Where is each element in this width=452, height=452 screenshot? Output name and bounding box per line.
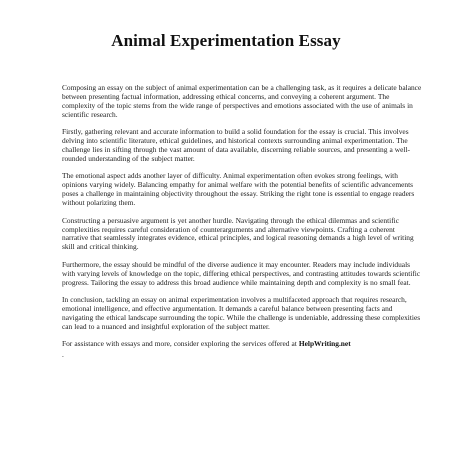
paragraph-closing bbox=[62, 340, 422, 349]
paragraph-intro: Composing an essay on the subject of animal experimentation can be a challenging task, as it requires a delicate balance between presenting factual information, addressing ethical concerns, and conveying a coherent argument. The complexity of the topic stems from the wide range of perspectives and emotions associated with the use of animals in scientific research. bbox=[62, 83, 422, 119]
paragraph-research: Firstly, gathering relevant and accurate information to build a solid foundation for the essay is crucial. This involves delving into scientific literature, ethical guidelines, and historical contexts surrounding animal experimentation. The challenge lies in sifting through the vast amount of data available, discerning reliable sources, and presenting a well-rounded understanding of the subject matter. bbox=[62, 127, 410, 163]
essay-body bbox=[62, 84, 422, 359]
trailing-dot: . bbox=[62, 349, 64, 359]
paragraph-conclusion: In conclusion, tackling an essay on animal experimentation involves a multifaceted approach that requires research, emotional intelligence, and effective argumentation. It demands a careful balance between presenting facts and navigating the ethical landscape surrounding the topic. While the challenge is undeniable, addressing these complexities can lead to a nuanced and insightful exploration of the subject matter. bbox=[62, 295, 421, 331]
document-title: Animal Experimentation Essay bbox=[111, 31, 341, 50]
paragraph-audience: Furthermore, the essay should be mindful of the diverse audience it may encounter. Readers may include individuals with varying levels of knowledge on the topic, differing ethical perspectives, and contrasting attitudes towards scientific progress. Tailoring the essay to address this broad audience while maintaining depth and complexity is no small feat. bbox=[62, 259, 421, 287]
paragraph-emotional: The emotional aspect adds another layer of difficulty. Animal experimentation often evokes strong feelings, with opinions varying widely. Balancing empathy for animal welfare with the potential benefits of scientific advancements poses a challenge in maintaining objectivity throughout the essay. Striking the right tone is essential to engage readers without polarizing them. bbox=[62, 171, 415, 208]
paragraph-argument: Constructing a persuasive argument is yet another hurdle. Navigating through the ethical dilemmas and scientific complexities requires careful consideration of counterarguments and alternative viewpoints. Crafting a coherent narrative that seamlessly integrates evidence, ethical principles, and logical reasoning demands a high level of writing skill and critical thinking. bbox=[62, 215, 414, 252]
closing-text: For assistance with essays and more, consider exploring the services offered at bbox=[62, 339, 299, 349]
brand-link[interactable]: HelpWriting.net bbox=[298, 339, 351, 349]
